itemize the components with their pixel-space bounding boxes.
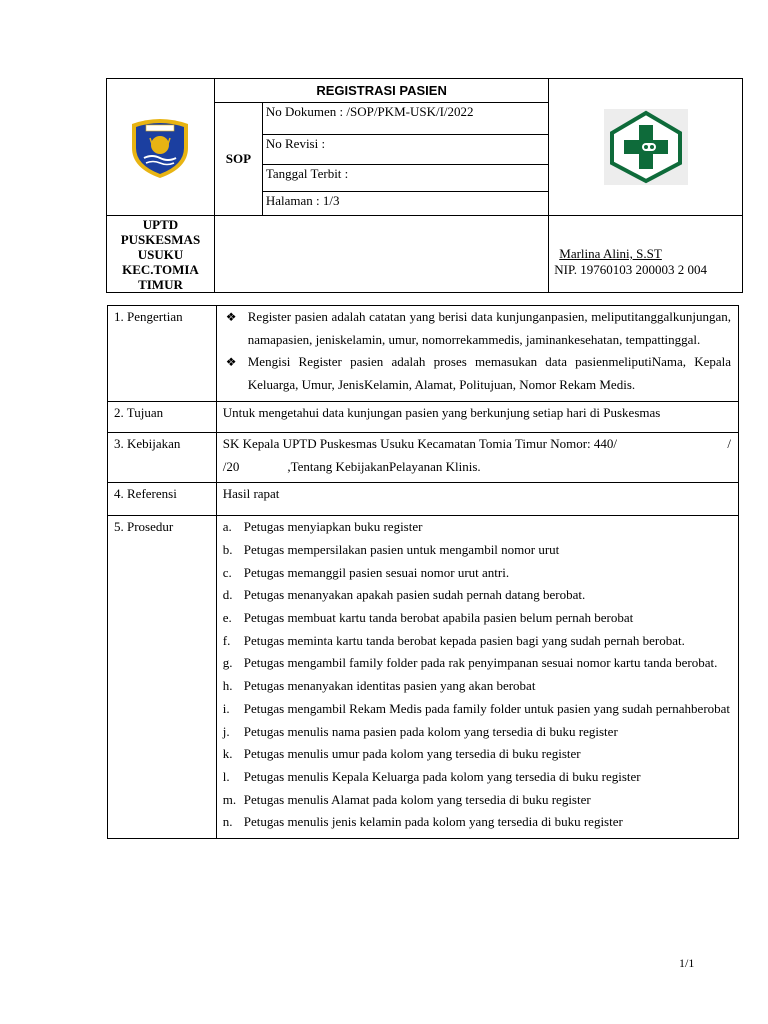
organization-name: [107, 216, 215, 293]
sop-label: SOP: [214, 103, 262, 216]
row-prosedur: [108, 516, 739, 839]
list-item: ❖ Register pasien adalah catatan yang berisi data kunjunganpasien, meliputitanggalkunjungan, namapasien, jeniskelamin, umur, nomorrekammedis, jaminankesehatan, tempattinggal.: [223, 306, 731, 351]
org-line: TIMUR: [138, 276, 183, 292]
section-label: 3. Kebijakan: [108, 432, 217, 482]
sop-content-table: [107, 305, 739, 839]
regency-shield-logo: [128, 114, 192, 180]
sop-header-table: [106, 78, 743, 293]
section-label: 1. Pengertian: [108, 306, 217, 402]
kebijakan-line-2-start: /20: [222, 458, 240, 474]
definition-list: [223, 306, 731, 397]
list-item: b. Petugas mempersilakan pasien untuk mengambil nomor urut: [222, 541, 560, 557]
list-item: l. Petugas menulis Kepala Keluarga pada kolom yang tersedia di buku register: [222, 768, 641, 784]
kebijakan-line-1-end: /: [727, 435, 731, 451]
kebijakan-line-1: SK Kepala UPTD Puskesmas Usuku Kecamatan Tomia Timur Nomor: 440/: [222, 435, 617, 451]
list-item: i. Petugas mengambil Rekam Medis pada family folder untuk pasien yang sudah pernahberobat: [222, 700, 731, 716]
document-title: REGISTRASI PASIEN: [214, 79, 548, 103]
list-item: d. Petugas menanyakan apakah pasien sudah pernah datang berobat.: [222, 587, 586, 603]
signer-name: Marlina Alini, S.ST: [559, 246, 662, 261]
page-number: 1/1: [679, 956, 695, 970]
org-line: UPTD: [142, 216, 179, 232]
list-item: ❖ Mengisi Register pasien adalah proses memasukan data pasienmeliputiNama, Kepala Keluarga, Umur, JenisKelamin, Alamat, Politujuan, Nomor Rekam Medis.: [223, 351, 731, 396]
list-item: e. Petugas membuat kartu tanda berobat apabila pasien belum pernah berobat: [222, 610, 634, 626]
puskesmas-logo-cell: [549, 79, 743, 216]
field-halaman: Halaman : 1/3: [262, 192, 548, 216]
list-item: a. Petugas menyiapkan buku register: [222, 519, 423, 535]
row-tujuan: [108, 401, 739, 432]
row-referensi: [108, 483, 739, 516]
list-item: j. Petugas menulis nama pasien pada kolom yang tersedia di buku register: [222, 723, 618, 739]
section-label: 2. Tujuan: [108, 401, 217, 432]
list-item: g. Petugas mengambil family folder pada rak penyimpanan sesuai nomor kartu tanda berobat.: [222, 655, 718, 671]
org-line: KEC.TOMIA: [122, 261, 199, 277]
section-content: [216, 483, 738, 516]
section-content: [216, 516, 738, 839]
section-content: [216, 306, 738, 402]
section-label: 4. Referensi: [108, 483, 217, 516]
section-content: [216, 432, 738, 482]
section-label: 5. Prosedur: [108, 516, 217, 839]
list-item: k. Petugas menulis umur pada kolom yang tersedia di buku register: [222, 746, 581, 762]
signature-block: [549, 216, 743, 293]
org-line: USUKU: [137, 246, 184, 262]
referensi-text: Hasil rapat: [222, 486, 280, 502]
org-line: PUSKESMAS: [120, 231, 201, 247]
list-item: m. Petugas menulis Alamat pada kolom yang tersedia di buku register: [222, 791, 591, 807]
signer-nip: NIP. 19760103 200003 2 004: [554, 262, 708, 277]
puskesmas-cross-logo: [604, 109, 688, 185]
field-no-dokumen: No Dokumen : /SOP/PKM-USK/I/2022: [262, 103, 548, 135]
approval-blank-cell: [214, 216, 548, 293]
list-item: f. Petugas meminta kartu tanda berobat kepada pasien bagi yang sudah pernah berobat.: [222, 632, 685, 648]
row-pengertian: [108, 306, 739, 402]
kebijakan-line-2-rest: ,Tentang KebijakanPelayanan Klinis.: [287, 458, 481, 474]
section-content: [216, 401, 738, 432]
field-tanggal-terbit: Tanggal Terbit :: [262, 165, 548, 192]
row-kebijakan: [108, 432, 739, 482]
tujuan-text: Untuk mengetahui data kunjungan pasien yang berkunjung setiap hari di Puskesmas: [222, 404, 661, 420]
list-item: c. Petugas memanggil pasien sesuai nomor urut antri.: [222, 564, 510, 580]
procedure-list: [223, 516, 731, 834]
list-item: n. Petugas menulis jenis kelamin pada kolom yang tersedia di buku register: [222, 814, 623, 830]
list-item: h. Petugas menanyakan identitas pasien yang akan berobat: [222, 678, 536, 694]
regency-logo-cell: [107, 79, 215, 216]
field-no-revisi: No Revisi :: [262, 135, 548, 165]
